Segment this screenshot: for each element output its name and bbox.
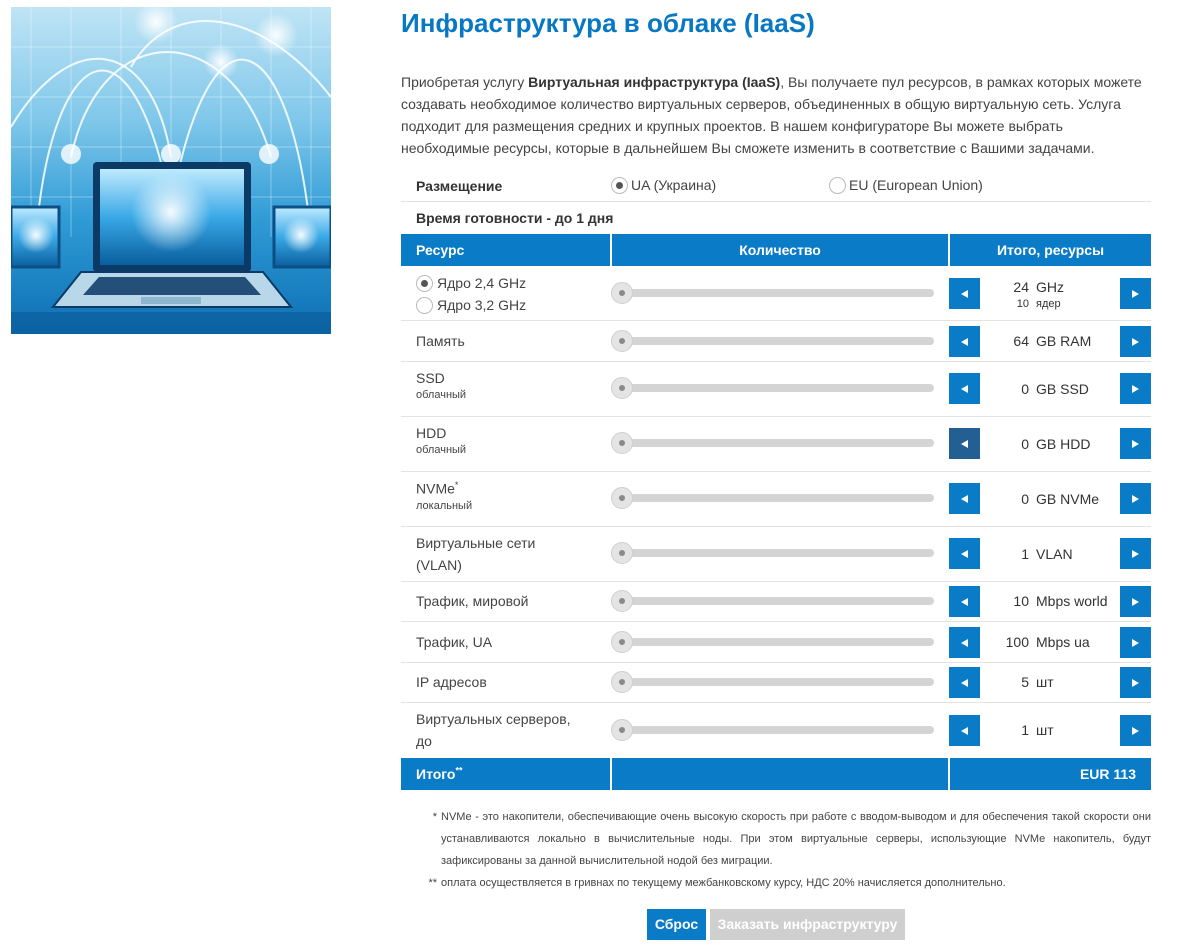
arrow-right-icon <box>1132 727 1139 735</box>
vlan-value: 1 <box>1021 546 1029 562</box>
hdd-unit: GB HDD <box>1036 436 1091 452</box>
vlan-increase-button[interactable] <box>1120 538 1151 569</box>
ip-unit: шт <box>1036 674 1054 690</box>
vlan-unit: VLAN <box>1036 546 1073 562</box>
radio-icon[interactable] <box>829 177 846 194</box>
traffic-ua-increase-button[interactable] <box>1120 627 1151 658</box>
traffic-world-slider[interactable] <box>611 590 934 612</box>
row-label: Трафик, UA <box>416 634 493 650</box>
vlan-slider[interactable] <box>611 542 934 564</box>
slider-handle[interactable] <box>611 330 633 352</box>
footnote-text: NVMe - это накопители, обеспечивающие очень высокую скорость при работе с вводом-выводом и для обеспечения такой скорости они устанавливаются локально в вычислительные ноды. При этом виртуальные серверы, использующие NVMe накопитель, будут зафиксированы за данной вычислительной нодой без миграции. <box>441 811 1151 867</box>
row-label <box>416 480 472 512</box>
ssd-increase-button[interactable] <box>1120 373 1151 404</box>
memory-slider[interactable] <box>611 330 934 352</box>
slider-handle[interactable] <box>611 631 633 653</box>
cpu-cores-value: 10 <box>1016 298 1029 310</box>
table-header <box>401 234 1151 266</box>
servers-value: 1 <box>1021 722 1029 738</box>
ssd-unit: GB SSD <box>1036 381 1089 397</box>
table-row-ip <box>401 663 1151 703</box>
cpu-unit: GHz <box>1036 279 1064 295</box>
row-sublabel: облачный <box>416 389 467 401</box>
total-label-text: Итого <box>416 766 456 782</box>
table-row-nvme <box>401 472 1151 527</box>
hdd-increase-button[interactable] <box>1120 428 1151 459</box>
row-label-text: NVMe <box>416 480 455 497</box>
traffic-world-unit: Mbps world <box>1036 593 1108 609</box>
table-row-traffic-ua <box>401 622 1151 663</box>
order-infrastructure-button[interactable]: Заказать инфраструктуру <box>710 909 905 940</box>
row-label <box>416 370 466 401</box>
row-sublabel: локальный <box>416 499 473 512</box>
cpu-slider[interactable] <box>611 282 934 304</box>
footnote-marker: ** <box>455 765 463 776</box>
servers-slider[interactable] <box>611 719 934 741</box>
table-row-traffic-world <box>401 582 1151 622</box>
row-label: Трафик, мировой <box>416 593 529 609</box>
slider-handle[interactable] <box>611 487 633 509</box>
cpu-option-32[interactable] <box>416 296 526 314</box>
slider-handle[interactable] <box>611 671 633 693</box>
row-label: IP адресов <box>416 674 487 690</box>
ip-value: 5 <box>1021 674 1029 690</box>
ready-time: Время готовности - до 1 дня <box>416 210 614 226</box>
cpu-option-label: Ядро 2,4 GHz <box>437 275 527 292</box>
cpu-cores-unit: ядер <box>1036 298 1061 310</box>
reset-button[interactable]: Сброс <box>647 909 706 940</box>
row-label: Память <box>416 333 465 349</box>
cpu-increase-button[interactable] <box>1120 278 1151 309</box>
table-row-servers <box>401 703 1151 758</box>
footnote-item <box>421 872 1151 894</box>
total-row <box>401 758 1151 790</box>
table-row-hdd <box>401 417 1151 472</box>
nvme-increase-button[interactable] <box>1120 483 1151 514</box>
traffic-world-value: 10 <box>1013 593 1029 609</box>
total-spacer <box>612 758 948 790</box>
footnote-text: оплата осуществляется в гривнах по текущему межбанковскому курсу, НДС 20% начисляется дополнительно. <box>441 877 1006 889</box>
memory-value: 64 <box>1013 333 1029 349</box>
total-label <box>401 758 610 790</box>
header-total-resources: Итого, ресурсы <box>950 234 1151 266</box>
nvme-value: 0 <box>1021 491 1029 507</box>
footnote-item <box>421 806 1151 872</box>
row-sublabel: облачный <box>416 444 467 456</box>
arrow-right-icon <box>1132 598 1139 606</box>
arrow-right-icon <box>1132 495 1139 503</box>
row-label <box>416 425 466 456</box>
row-label: Виртуальных серверов, до <box>416 711 571 749</box>
slider-handle[interactable] <box>611 719 633 741</box>
ssd-slider[interactable] <box>611 377 934 399</box>
table-row-memory <box>401 321 1151 362</box>
slider-handle[interactable] <box>611 377 633 399</box>
placement-option-ua[interactable] <box>611 176 716 194</box>
footnote-mark: * <box>432 811 437 823</box>
placement-row <box>401 170 1151 202</box>
row-label-text: HDD <box>416 425 447 441</box>
arrow-right-icon <box>1132 679 1139 687</box>
cpu-option-24[interactable] <box>416 274 526 292</box>
placement-option-label: UA (Украина) <box>631 177 717 194</box>
placement-option-eu[interactable] <box>829 176 983 194</box>
ip-increase-button[interactable] <box>1120 667 1151 698</box>
placement-label: Размещение <box>416 178 503 194</box>
nvme-unit: GB NVMe <box>1036 491 1100 507</box>
header-quantity: Количество <box>612 234 948 266</box>
arrow-right-icon <box>1132 290 1139 298</box>
placement-option-label: EU (European Union) <box>849 177 983 194</box>
total-value: EUR 113 <box>950 758 1151 790</box>
arrow-right-icon <box>1132 385 1139 393</box>
memory-increase-button[interactable] <box>1120 326 1151 357</box>
intro-prefix: Приобретая услугу <box>401 74 529 90</box>
table-row-ssd <box>401 362 1151 417</box>
table-row-vlan <box>401 527 1151 582</box>
nvme-slider[interactable] <box>611 487 934 509</box>
arrow-right-icon <box>1132 338 1139 346</box>
hdd-value: 0 <box>1021 436 1029 452</box>
row-label: Виртуальные сети (VLAN) <box>416 535 536 573</box>
slider-handle[interactable] <box>611 590 633 612</box>
footnote-marker: * <box>454 480 459 490</box>
arrow-right-icon <box>1132 440 1139 448</box>
slider-handle[interactable] <box>611 282 633 304</box>
servers-unit: шт <box>1036 722 1054 738</box>
header-resource: Ресурс <box>401 234 610 266</box>
servers-increase-button[interactable] <box>1120 715 1151 746</box>
intro-rest: , Вы получаете пул ресурсов, в рамках которых можете создавать необходимое количество виртуальных серверов, объединенных в общую виртуальную сеть. Услуга подходит для размещения средних и крупных проектов. В нашем конфигураторе Вы можете выбрать необходимые ресурсы, которые в дальнейшем Вы сможете изменить в соответствие с Вашими задачами. <box>401 74 1142 156</box>
cpu-option-label: Ядро 3,2 GHz <box>437 297 527 314</box>
arrow-right-icon <box>1132 550 1139 558</box>
radio-icon[interactable] <box>416 297 433 314</box>
slider-handle[interactable] <box>611 432 633 454</box>
traffic-ua-slider[interactable] <box>611 631 934 653</box>
cloud-laptop-illustration <box>11 7 331 334</box>
traffic-ua-value: 100 <box>1005 634 1029 650</box>
table-row-cpu <box>401 266 1151 321</box>
intro-service-name: Виртуальная инфраструктура (IaaS) <box>528 74 781 90</box>
arrow-right-icon <box>1132 639 1139 647</box>
page-title: Инфраструктура в облаке (IaaS) <box>401 8 815 38</box>
ip-slider[interactable] <box>611 671 934 693</box>
row-label-text: SSD <box>416 370 445 386</box>
slider-handle[interactable] <box>611 542 633 564</box>
radio-selected-icon[interactable] <box>416 275 433 292</box>
intro-text <box>401 71 1151 159</box>
ssd-value: 0 <box>1021 381 1029 397</box>
memory-unit: GB RAM <box>1036 333 1092 349</box>
traffic-ua-unit: Mbps ua <box>1036 634 1090 650</box>
radio-selected-icon[interactable] <box>611 177 628 194</box>
footnote-mark: ** <box>428 877 437 889</box>
traffic-world-increase-button[interactable] <box>1120 586 1151 617</box>
cpu-value: 24 <box>1013 279 1029 295</box>
hero-image <box>11 7 331 334</box>
footnotes <box>421 806 1151 894</box>
hdd-slider[interactable] <box>611 432 934 454</box>
